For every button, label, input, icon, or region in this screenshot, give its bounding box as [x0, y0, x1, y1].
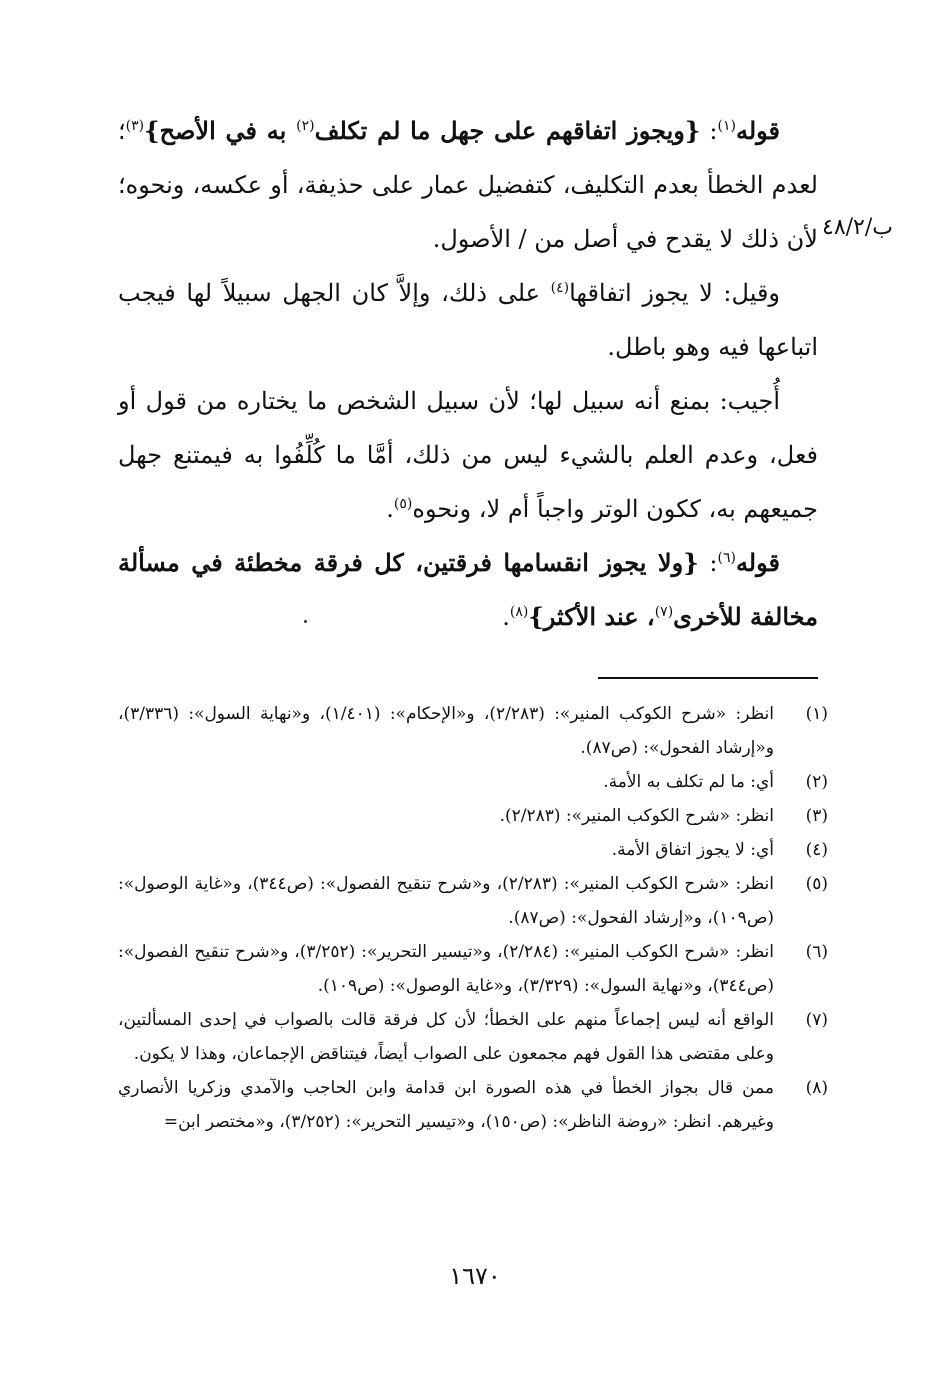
- paragraph-3: [118, 374, 818, 536]
- footnotes: [118, 697, 828, 1139]
- footnote-number: (٨): [805, 1078, 828, 1098]
- footnote-number: (٧): [805, 1010, 828, 1030]
- footnote-ref-4[interactable]: (٤): [550, 280, 570, 296]
- commentary-2a: وقيل: لا يجوز اتفاقها: [569, 279, 781, 307]
- page-number: ١٦٧٠: [449, 1262, 501, 1290]
- margin-manuscript-ref: ب/٤٨/٢: [822, 215, 893, 240]
- colon: :: [698, 549, 718, 577]
- footnote-text: انظر: «شرح الكوكب المنير»: (٢/٢٨٣).: [499, 806, 774, 826]
- footnote-text: انظر: «شرح الكوكب المنير»: (٢/٢٨٣)، و«شرح تنقيح الفصول»: (ص٣٤٤)، و«غاية الوصول»: (ص١٠٩)، و«إرشاد الفحول»: (ص٨٧).: [118, 874, 774, 928]
- footnote-number: (٣): [805, 806, 828, 826]
- commentary-3a: أُجيب: بمنع أنه سبيل لها؛ لأن سبيل الشخص ما يختاره من قول أو فعل، وعدم العلم بالشيء ليس من ذلك، أمَّا ما كُلِّفُوا به فيمتنع جهل جميعهم به، ككون الوتر واجباً أم لا، ونحوه: [118, 387, 818, 523]
- footnote-number: (٦): [805, 942, 828, 962]
- footnote-ref-1[interactable]: (١): [717, 118, 736, 134]
- footnote-ref-7[interactable]: (٧): [654, 604, 674, 620]
- footnote-5: [118, 867, 828, 935]
- footnote-number: (٢): [805, 772, 828, 792]
- footnote-ref-5[interactable]: (٥): [393, 496, 413, 512]
- paragraph-4: [118, 536, 818, 644]
- matn-quote-1a: {ويجوز اتفاقهم على جهل ما لم تكلف: [314, 116, 701, 145]
- footnote-text: انظر: «شرح الكوكب المنير»: (٢/٢٨٣)، و«الإحكام»: (١/٤٠١)، و«نهاية السول»: (٣/٣٣٦)، و«إرشاد الفحول»: (ص٨٧).: [118, 704, 774, 758]
- matn-quote-4b: ، عند الأكثر}: [528, 602, 655, 631]
- footnote-number: (١): [805, 704, 828, 724]
- footnote-ref-8[interactable]: (٨): [509, 604, 529, 620]
- footnote-text: ممن قال بجواز الخطأ في هذه الصورة ابن قدامة وابن الحاجب والآمدي وزكريا الأنصاري وغيرهم. انظر: «روضة الناظر»: (ص١٥٠)، و«تيسير التحرير»: (٣/٢٥٢)، و«مختصر ابن=: [118, 1078, 774, 1132]
- quote-lead: قوله: [735, 548, 780, 577]
- ink-dot: [304, 620, 307, 623]
- footnote-3: [118, 799, 828, 833]
- quote-lead: قوله: [735, 116, 781, 145]
- footnote-text: أي: لا يجوز اتفاق الأمة.: [611, 840, 774, 860]
- matn-quote-1b: به في الأصح}: [144, 116, 297, 145]
- colon: :: [700, 117, 718, 145]
- matn-quote-4a: {ولا يجوز انقسامها فرقتين، كل فرقة مخطئة في مسألة مخالفة للأخرى: [118, 548, 818, 631]
- paragraph-1: [118, 104, 818, 266]
- footnote-8: [118, 1071, 828, 1139]
- footnote-2: [118, 765, 828, 799]
- footnote-4: [118, 833, 828, 867]
- period: .: [502, 603, 510, 631]
- footnote-ref-2[interactable]: (٢): [296, 118, 315, 134]
- main-text: [118, 104, 818, 644]
- footnote-text: أي: ما لم تكلف به الأمة.: [603, 772, 774, 792]
- footnote-number: (٤): [805, 840, 828, 860]
- footnote-7: [118, 1003, 828, 1071]
- footnote-text: الواقع أنه ليس إجماعاً منهم على الخطأ؛ لأن كل فرقة قالت بالصواب في إحدى المسألتين، وعلى مقتضى هذا القول فهم مجمعون على الصواب أيضاً، فيتناقض الإجماعان، وهذا لا يكون.: [118, 1010, 774, 1064]
- commentary-2b: على ذلك، وإلاَّ كان الجهل سبيلاً لها فيجب اتباعها فيه وهو باطل.: [118, 279, 818, 361]
- footnote-text: انظر: «شرح الكوكب المنير»: (٢/٢٨٤)، و«تيسير التحرير»: (٣/٢٥٢)، و«شرح تنقيح الفصول»: (ص٣٤٤)، و«نهاية السول»: (٣/٣٢٩)، و«غاية الوصول»: (ص١٠٩).: [118, 942, 774, 996]
- footnote-ref-6[interactable]: (٦): [717, 550, 736, 566]
- commentary-1: ؛ لعدم الخطأ بعدم التكليف، كتفضيل عمار على حذيفة، أو عكسه، ونحوه؛ لأن ذلك لا يقدح في أصل من / الأصول.: [118, 117, 818, 253]
- footnote-6: [118, 935, 828, 1003]
- footnote-number: (٥): [805, 874, 828, 894]
- commentary-3b: .: [386, 495, 394, 523]
- paragraph-2: [118, 266, 818, 374]
- footnote-ref-3[interactable]: (٣): [125, 118, 145, 134]
- footnote-separator: [598, 677, 818, 679]
- footnote-1: [118, 697, 828, 765]
